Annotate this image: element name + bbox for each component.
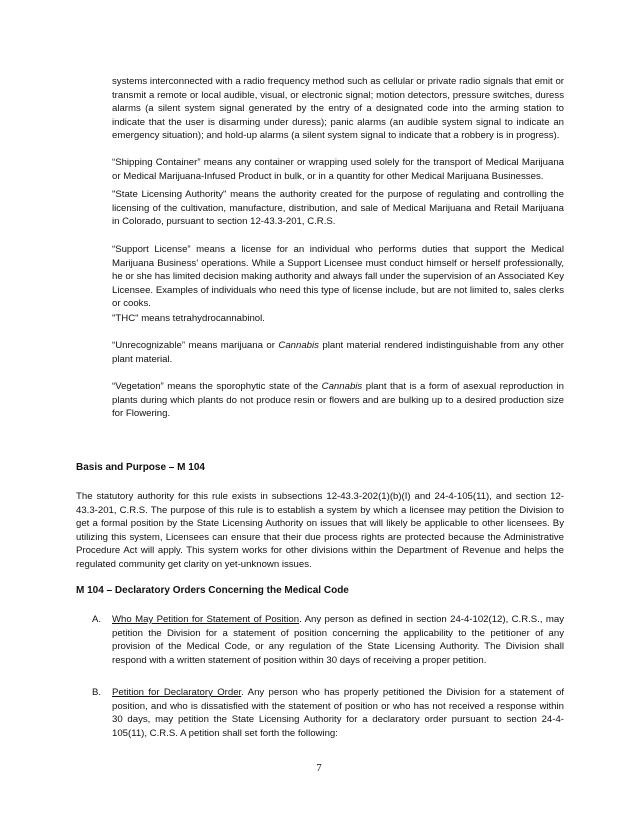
definition-unrecognizable (112, 339, 564, 366)
rule-heading: M 104 – Declaratory Orders Concerning the Medical Code (76, 585, 349, 596)
definition-vegetation (112, 380, 564, 421)
definition-support-license: “Support License” means a license for an individual who performs duties that support the Medical Marijuana Business’ operations. While a Support Licensee must conduct himself or herself professionally, he or she has limited decision making authority and always fall under the supervision of an Associated Key Licensee. Examples of individuals who need this type of license include, but are not limited to, sales clerks or cooks. (112, 244, 564, 310)
definition-vegetation-italic: Cannabis (321, 381, 363, 392)
page-number: 7 (316, 762, 322, 774)
rule-item-b-body: . Any person who has properly petitioned the Division for a statement of position, and who is dissatisfied with the statement of position or who has not received a response within 30 days, may petition the State Licensing Authority for a declaratory order pursuant to section 24-4-105(11), C.R.S. A petition shall set forth the following: (112, 687, 564, 739)
rule-item-b-title: Petition for Declaratory Order (112, 687, 242, 698)
definition-shipping-container: “Shipping Container” means any container or wrapping used solely for the transport of Medical Marijuana or Medical Marijuana-Infused Product in bulk, or in a quantity for other Medical Marijuana Businesses. (112, 157, 564, 182)
definition-vegetation-after: plant that is a form of asexual reproduction in plants during which plants do not produce resin or flowers and are bulking up to a desired production size for Flowering. (112, 381, 564, 420)
rule-item-a-body: . Any person as defined in section 24-4-102(12), C.R.S., may petition the Division for a statement of position concerning the applicability to the petitioner of any provision of the Medical Code, or any regulation of the State Licensing Authority. The Division shall respond with a written statement of position within 30 days of receiving a proper petition. (112, 614, 564, 666)
rule-item-a-title: Who May Petition for Statement of Position (112, 614, 300, 625)
definition-state-licensing-authority: "State Licensing Authority" means the authority created for the purpose of regulating and controlling the licensing of the cultivation, manufacture, distribution, and sale of Medical Marijuana and Retail Marijuana in Colorado, pursuant to section 12-43.3-201, C.R.S. (112, 189, 564, 228)
rule-item-a (92, 613, 564, 667)
definition-alarm-systems-continued: systems interconnected with a radio frequency method such as cellular or private radio signals that emit or transmit a remote or local audible, visual, or electronic signal; motion detectors, pressure switches, duress alarms (a silent system signal generated by the entry of a designated code into the arming station to indicate that the user is disarming under duress); panic alarms (an audible system signal to indicate an emergency situation); and hold-up alarms (a silent system signal to indicate that a robbery is in progress). (112, 76, 564, 142)
basis-heading: Basis and Purpose – M 104 (76, 462, 205, 473)
definition-unrecognizable-after: plant material rendered indistinguishable from any other plant material. (112, 340, 565, 365)
definition-unrecognizable-before: “Unrecognizable” means marijuana or (112, 340, 279, 351)
definition-vegetation-before: “Vegetation” means the sporophytic state of the (112, 381, 322, 392)
rule-item-b-letter: B. (92, 687, 102, 698)
basis-paragraph: The statutory authority for this rule exists in subsections 12-43.3-202(1)(b)(I) and 24-4-105(11), and section 12-43.3-201, C.R.S. The purpose of this rule is to establish a system by which a licensee may petition the Division to get a formal position by the State Licensing Authority on issues that will likely be applicable to other licensees. By utilizing this system, Licensees can ensure that their due process rights are protected because the Administrative Procedure Act will apply. This system works for other divisions within the Department of Revenue and helps the regulated community get clarity on yet-unknown issues. (76, 491, 564, 570)
rule-item-b (92, 686, 564, 740)
definition-thc: "THC" means tetrahydrocannabinol. (112, 313, 265, 324)
definition-unrecognizable-italic: Cannabis (278, 340, 319, 351)
rule-item-a-text (112, 613, 564, 667)
rule-item-a-letter: A. (92, 614, 102, 625)
rule-item-b-text (112, 686, 564, 740)
